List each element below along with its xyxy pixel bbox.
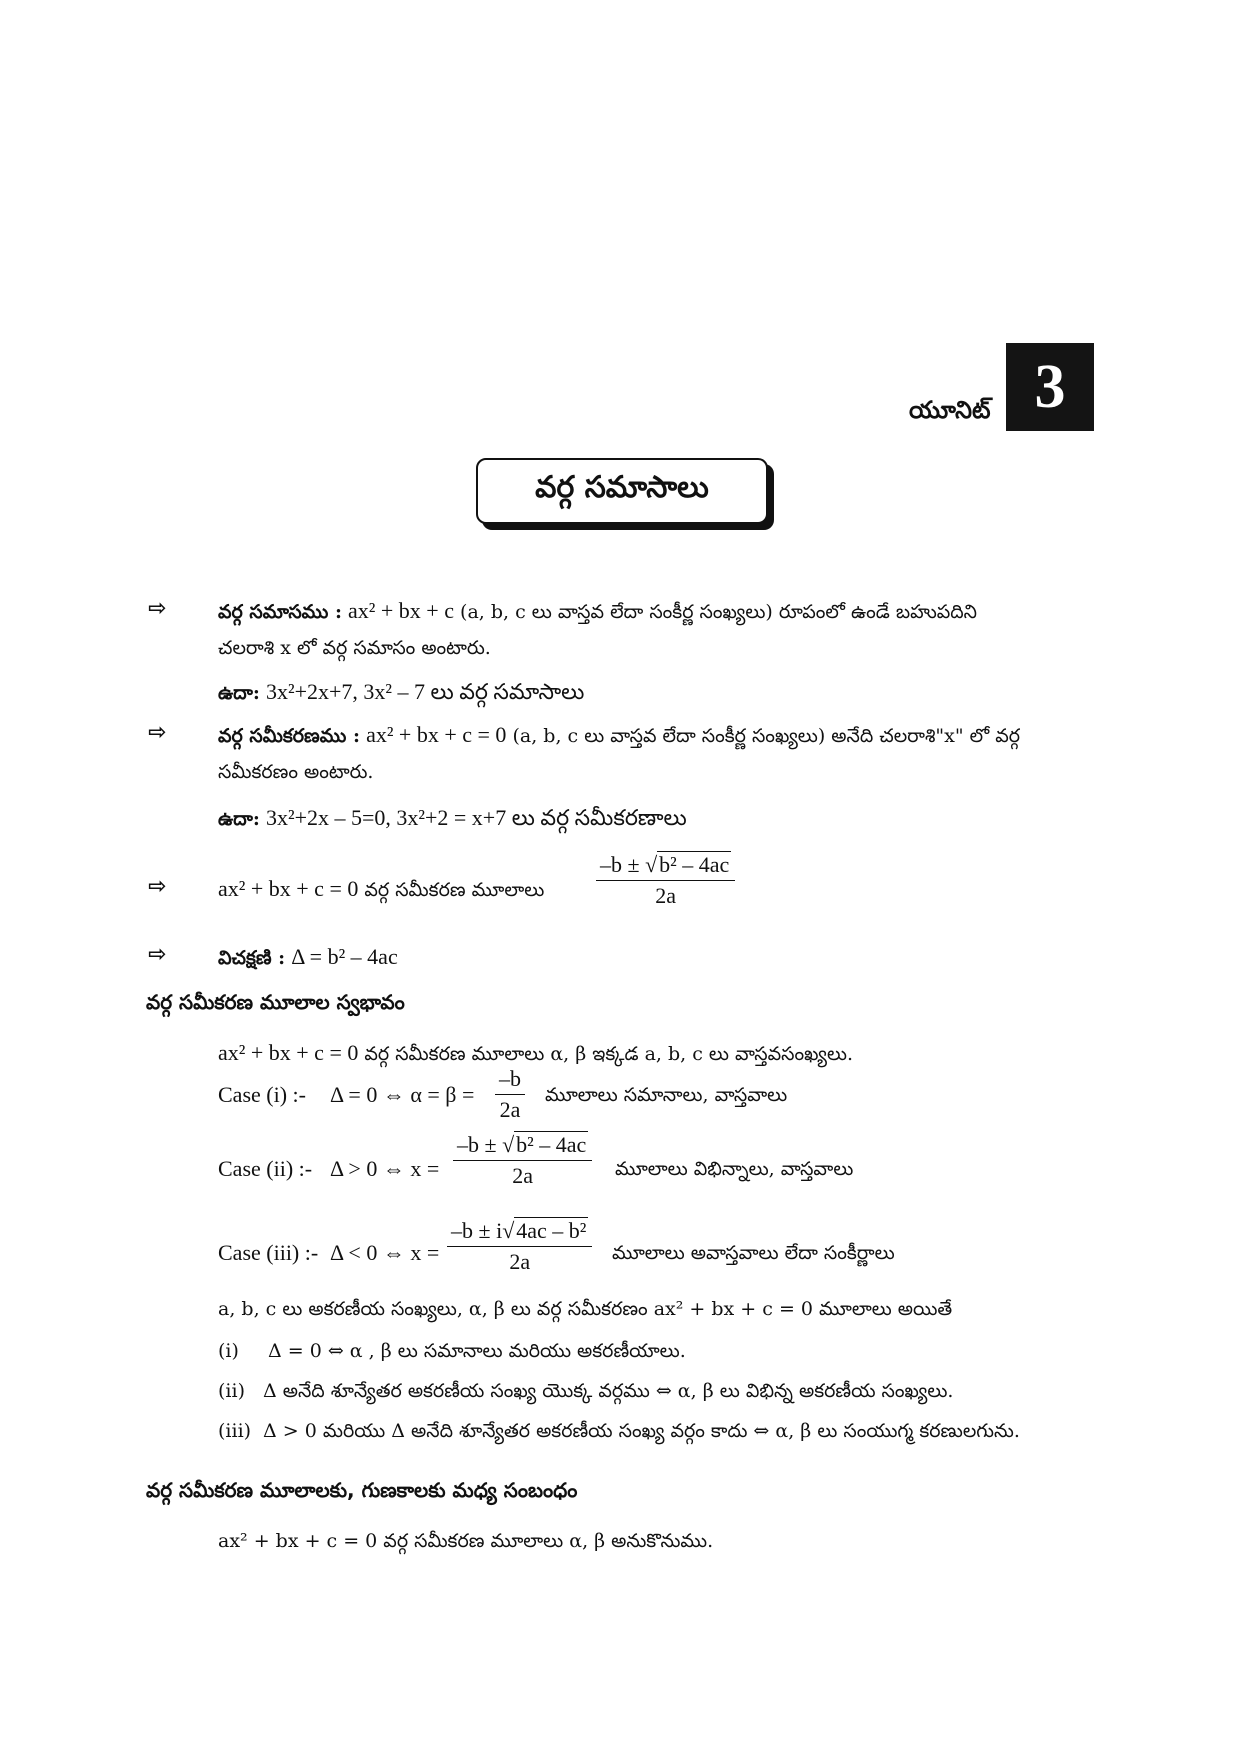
list-item: [218, 1380, 953, 1403]
intro-text: వర్గ సమీకరణ మూలాలు α, β ఇక్కడ a, b, c లు వాస్తవసంఖ్యలు.: [364, 1043, 854, 1065]
case-fraction: $\frac{\text{–b ± √b² – 4ac}}{2a}$: [453, 1132, 592, 1189]
roots-fraction: $\frac{\text{–b ± √b² – 4ac}}{2a}$: [596, 852, 735, 909]
arrow-icon: ⇨: [148, 720, 167, 745]
list-item: [218, 1340, 686, 1363]
case-condition: Δ = 0 ⇔ α = β =: [330, 1082, 475, 1107]
numerator-prefix: –b ±: [457, 1132, 503, 1157]
section-intro: [218, 1040, 853, 1066]
unit-number-badge: 3: [1006, 343, 1094, 431]
case-fraction: $\frac{\text{–b ± i√4ac – b²}}{2a}$: [447, 1218, 592, 1275]
example-text: 3x²+2x – 5=0, 3x²+2 = x+7 లు వర్గ సమీకరణాలు: [265, 805, 687, 830]
definition-text: (a, b, c లు వాస్తవ లేదా సంకీర్ణ సంఖ్యలు) రూపంలో ఉండే బహుపదిని: [460, 601, 978, 623]
denominator: 2a: [509, 1249, 531, 1274]
list-item-number: (ii): [218, 1380, 245, 1402]
radicand: 4ac – b²: [516, 1218, 587, 1243]
case-condition: Δ > 0 ⇔ x =: [330, 1156, 440, 1181]
case-label: Case (iii) :-: [218, 1240, 319, 1265]
bullet-quadratic-expression: [218, 598, 977, 624]
denominator: 2a: [512, 1163, 534, 1188]
expression: ax² + bx + c = 0: [218, 1040, 359, 1065]
case-fraction: [495, 1066, 525, 1123]
example-line: [218, 805, 687, 831]
expression: ax² + bx + c: [348, 598, 454, 623]
arrow-icon: ⇨: [148, 942, 167, 967]
bullet-quadratic-equation: [218, 722, 1020, 748]
unit-label: యూనిట్: [909, 396, 991, 424]
chapter-title: వర్గ సమాసాలు: [476, 458, 768, 524]
example-line: [218, 679, 584, 705]
denominator: 2a: [499, 1097, 521, 1122]
list-item: [218, 1420, 1020, 1443]
case-condition: Δ < 0 ⇔ x =: [330, 1240, 440, 1265]
expression: ax² + bx + c = 0: [218, 876, 359, 901]
case-description: మూలాలు అవాస్తవాలు లేదా సంకీర్ణాలు: [612, 1242, 895, 1264]
denominator: 2a: [655, 883, 677, 908]
list-item-text: Δ అనేది శూన్యేతర అకరణీయ సంఖ్య యొక్క వర్గము ⇔ α, β లు విభిన్న అకరణీయ సంఖ్యలు.: [263, 1380, 954, 1402]
section2-line: ax² + bx + c = 0 వర్గ సమీకరణ మూలాలు α, β అనుకొనుము.: [218, 1530, 714, 1552]
roots-formula-line: [218, 876, 544, 902]
section-heading-nature-of-roots: వర్గ సమీకరణ మూలాల స్వభావం: [146, 990, 405, 1014]
list-item-text: Δ > 0 మరియు Δ అనేది శూన్యేతర అకరణీయ సంఖ్య వర్గం కాదు ⇔ α, β లు సంయుగ్మ కరణులగును.: [263, 1420, 1020, 1442]
term-label: విచక్షణి :: [218, 947, 286, 969]
expression: ax² + bx + c = 0: [366, 722, 507, 747]
numerator-prefix: –b ±: [600, 852, 646, 877]
numerator: –b: [495, 1066, 525, 1095]
definition-text: (a, b, c లు వాస్తవ లేదా సంకీర్ణ సంఖ్యలు) అనేది చలరాశి"x" లో వర్గ: [512, 725, 1021, 747]
arrow-icon: ⇨: [148, 874, 167, 899]
section-heading-roots-coefficients: వర్గ సమీకరణ మూలాలకు, గుణకాలకు మధ్య సంబంధం: [146, 1478, 578, 1502]
list-item-number: (i): [218, 1340, 239, 1362]
rational-intro: a, b, c లు అకరణీయ సంఖ్యలు, α, β లు వర్గ సమీకరణం ax² + bx + c = 0 మూలాలు అయితే: [218, 1298, 953, 1320]
expression: Δ = b² – 4ac: [291, 944, 398, 969]
definition-line2: చలరాశి x లో వర్గ సమాసం అంటారు.: [218, 637, 491, 659]
list-item-text: Δ = 0 ⇔ α , β లు సమానాలు మరియు అకరణీయాలు.: [268, 1340, 686, 1362]
radicand: b² – 4ac: [659, 852, 730, 877]
list-item-number: (iii): [218, 1420, 252, 1442]
case-label: Case (ii) :-: [218, 1156, 313, 1181]
roots-text: వర్గ సమీకరణ మూలాలు: [364, 879, 545, 901]
numerator-prefix: –b ± i: [451, 1218, 503, 1243]
example-text: 3x²+2x+7, 3x² – 7 లు వర్గ సమాసాలు: [265, 679, 585, 704]
term-label: వర్గ సమీకరణము :: [218, 725, 361, 747]
case-description: మూలాలు సమానాలు, వాస్తవాలు: [545, 1084, 788, 1106]
term-label: వర్గ సమాసము :: [218, 601, 342, 623]
example-label: ఉదా:: [218, 808, 260, 830]
case-description: మూలాలు విభిన్నాలు, వాస్తవాలు: [615, 1158, 854, 1180]
case-label: Case (i) :-: [218, 1082, 306, 1107]
discriminant-line: [218, 944, 398, 970]
arrow-icon: ⇨: [148, 596, 167, 621]
radicand: b² – 4ac: [516, 1132, 587, 1157]
definition-line2: సమీకరణం అంటారు.: [218, 761, 374, 783]
example-label: ఉదా:: [218, 682, 260, 704]
